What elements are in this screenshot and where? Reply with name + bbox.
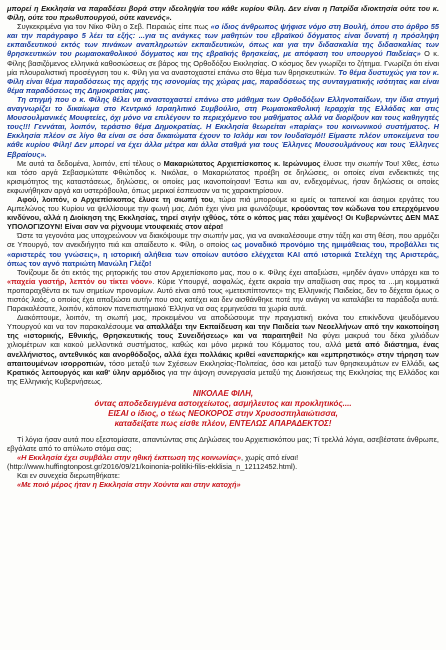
resign-relations: τόσο μεταξύ των Σχέσεων Εκκλησίας-Πολιτείας, όσο και μεταξύ των θρησκευμάτων εν Ελλάδι,: [105, 358, 429, 368]
religions-text: Τη στιγμή που ο κ. Φίλης θέλει να αναστοχαστεί επάνω στο μάθημα των Ορθοδόξων Ελληνοπαίδων, την ίδια στιγμή αναγνωρίζει το δικαίωμα στο Κεντρικό Ισραηλιτικό Συμβούλιο, στη Ρωμαιοκαθολική Ιεραρχία της Ελλάδας και στις Μουσουλμανικές Μουφτείες, όχι μόνο να επιλέγουν το περιεχόμενο του μαθήματος αλλά να διορίζουν και τους καθηγητές τους!!! Γεννάται, λοιπόν, τεράστιο θέμα Δημοκρατίας.: [7, 94, 439, 132]
silence-middle: , τώρα πιά μπορούμε κι εμείς οι ταπεινοί και άσημοι εργάτες του Αμπελώνος του Κυρίου να ψελλίσουμε την φωνή μας. Διότι έχει γίνει μια φωνάζουμε,: [7, 194, 439, 214]
paragraph-then-asked: Και εν συνεχεία διερωτηθήκατε:: [17, 471, 120, 481]
resign-middle: Να φύγει μακρυά του δέκα χιλιάδων χιλιομέτρων και κακού μελλοντικά συστήματος, καθώς και μόνο μερικά του Κόμματος του, αλλά: [7, 331, 439, 350]
paragraph-fillis-religions: [7, 95, 439, 159]
peiraios-quote: «ο ίδιος άνθρωπος ψήφισε νόμο στη Βουλή, όπου στο άρθρο 55 και την παράγραφο 5 λέει τα εξής: ...για τις ανάγκες των μαθητών του εβραϊκού δόγματος είναι δυνατή η πρόσληψη εκπαιδευτικού εκτός των πινάκων αναπληρωτών εκπαιδευτικών, όπως και για την διδασκαλία της διδασκαλίας των θρησκευτικών του ρωμαιοκαθολικού δόγματος και της εβραϊκής θρησκείας, με απόφαση του υπουργού Παιδείας»: [7, 22, 439, 59]
silence-bell: κρούοντας τον κώδωνα του επερχόμενου κινδύνου, αλλά η Διοίκηση της Εκκλησίας, τηρεί σιγήν ιχθύος, τότε ο κόπος μας πάει χαμένος! Οι Κυβερνώντες ΔΕΝ ΜΑΣ ΥΠΟΛΟΓΙΖΟΥΝ! Είναι σαν να ρίχνουμε ντουφεκιές στον αέρα!: [7, 204, 439, 232]
paragraph-rhetoric: [7, 268, 439, 313]
silence-lead: Αφού, λοιπόν, ο Αρχιεπίσκοπος έλυσε τη σιωπή του: [17, 194, 213, 204]
paragraph-words: [7, 435, 439, 453]
signature-line-3: ΕΙΣΑΙ ο ίδιος, ο τέως ΝΕΟΚΟΡΟΣ στην Χρυσοσπηλαιώτισσα,: [108, 408, 338, 418]
paragraph-junta-quote: [7, 480, 439, 489]
church-pariah-text: Η Εκκλησία θεωρείται «παρίας» του κοινωνικού συστήματος. Η Εκκλησία πλέον σε λίγο θα είναι σε όσα δικαιώματα έχουν το Ισλάμ και τον Ιουδαϊσμό!! Είμαστε πλέον υποκείμενα του κάθε κυρίου Φίλη! Δεν μπορεί να έχει άλλα μέτρα και άλλα σταθμά για τους Έλληνες Μουσουλμάνους και τους Έλληνες Εβραίους».: [7, 122, 440, 159]
archbishop-lead: Με αυτά τα δεδομένα, λοιπόν, επί τέλους ο: [17, 158, 164, 168]
peiraios-lead: Συγκεκριμένα για τον Νίκο Φίλη ο Σεβ. Πειραιώς είπε πως: [17, 22, 211, 32]
junta-quote: «Με ποιό μέρος ήταν η Εκκλησία στην Χούντα και στην κατοχή»: [17, 480, 241, 490]
signature-line-4: καταδείξατε πως είσθε πλέον, ΕΝΤΕΛΩΣ ΑΠΑΡΑΔΕΚΤΟΣ!: [114, 418, 332, 428]
paragraph-archbishop: [7, 159, 439, 195]
resign-end: για την άψογη συνεργασία μεταξύ της Διοικήσεως της Εκκλησίας της Ελλάδος και της Ελληνικής Κυβερνήσεως.: [7, 367, 439, 386]
resign-demand: να απαλλάξει την Εκπαίδευση και την Παιδεία των Νεοελλήνων από την κακοποίηση της «ιστορικής, Εθνικής, Θρησκευτικής τους Συνειδήσεως» και να παραιτηθεί!: [7, 322, 439, 341]
minister-glezos: ως μοναδικό προνόμιο της ημιμάθειας του, προβάλλει τις «αριστερές του γνώσεις», η ιστορική αλήθεια των οποίων αυτόσο ελέγχεται ΚΑΙ από ιστορικά Στελέχη της Αριστεράς, όπως τον αγνό πατριώτη Μανώλη Γλέζο!: [7, 240, 439, 268]
paragraph-silence: [7, 195, 439, 231]
rhetoric-lead: Τονίζουμε δε ότι εκτός της ρητορικής του στον Αρχιεπίσκοπο μας, που ο κ. Φίλης έχει απαξιώσει, «μηδέν άγαν» υπάρχει και το: [17, 267, 439, 277]
archbishop-rest: έλυσε την σιωπήν Του! Χθες, έστω και τόσο αργά Σεβασμιώτατε Φθιώτιδος κ. Νικόλαε, ο Μακαριώτατος προέβη σε δηλώσεις, οι οποίες είναι ενδεικτικές της κρισιμότητος της καταστάσεως, δηλώσεις, οι οποίες μας ικανοποίησαν! Έστω και αν, ενδεχομένως, ήσαν δηλώσεις οι οποίες εκφωνήθηκαν αργά και υστερόβουλα, όπως μερικοί έσπευσαν να τις χαρακτηρίσουν.: [7, 158, 439, 195]
source-url: (http://www.huffingtonpost.gr/2016/09/21/koinonia-politiki-filis-ekklisia_n_12112452.html).: [7, 462, 298, 472]
rhetoric-quote: «παχεία γαστήρ, λεπτόν ου τίκτει νόον»: [7, 276, 153, 286]
intro-text: μπορεί η Εκκλησία να παραδέσει βορά στην ιδεοληψία του κάθε κυρίου Φίλη. Δεν είναι η Πατρίδα ιδιοκτησία ούτε του κ. Φίλη, ούτε του πρωθυπουργού, ούτε κανενός».: [7, 4, 439, 23]
peiraios-middle: Ο κ. Φίλης βασιζόμενος ελληνικά καθοσιώσεως σε βάρος της Ορθοδόξου Εκκλησίας. Ο κόσμος δεν γνωρίζει το ζήτημα. Γνωρίζει ότι είναι μία πλουραλιστική προσέγγιση του κ. Φίλη για να αναστοχαστεί επάνω στο θέμα των θρησκευτικών.: [7, 49, 440, 77]
paragraph-resign: [7, 313, 439, 386]
resign-official: ως Κρατικός λειτουργός και καθ' ύλην αρμόδιος: [7, 358, 439, 377]
paragraph-minister: [7, 231, 439, 267]
signature-name: ΝΙΚΟΛΑΕ ΦΙΛΗ,: [192, 388, 254, 398]
paragraph-peiraios: [7, 22, 439, 95]
church-quote-tail: , χωρίς από είναι!: [240, 453, 299, 463]
words-lead: Τί λόγια ήσαν αυτά που εξεστομίσατε, απαντώντας στις Δηλώσεις του Αρχιεπισκόπου μας; Τί τρελλά λόγια, ασεβέστατε άνθρωπε, εβγάλατε από το απύλωτο στόμα σας;: [7, 434, 439, 454]
paragraph-quote-church: [7, 453, 439, 462]
archbishop-name: Μακαριώτατος Αρχιεπίσκοπος κ. Ιερώνυμος: [163, 158, 321, 168]
peiraios-democracy: Το θέμα δυστυχώς για τον κ. Φίλη είναι θέμα παραδόσεως της αρχής της ισονομίας της χώρας μας, παραδόσεως της συνταγματικής ισότητας και είναι θέμα παραδόσεως της Δημοκρατίας μας.: [7, 67, 439, 95]
minister-lead: Ώστε τα γεγονότα μας υποχρεώνουν να διακόψουμε την σιωπήν μας, για να ανακαλέσουμε στην τάξη και στη θέση, που αρμόζει σε Υπουργό, τον ανεκδιήγητο πιά και απαίδευτο κ. Φίλη, ο οποίος: [7, 231, 439, 250]
rhetoric-rest: . Κύριε Υπουργέ, ασφαλώς, έχετε ακραία την απαξίωση σας προς τα ...μη κομματικά προπαραχθέντα εκ των σημείων προνομίων. Αυτό είναι από τους «μετεκπίπτοντες» της Ελληνικής Παιδείας, δεν το δέχεται όμως ο πιστός λαός, ο οποίος έχει απαξιώσει αυτήν που σας κατέχει και δεν αισθάνθηκε ποτέ την ανάγκη να καταλάβει τα παράδοξα αυτά. Παρακαλέσατε, λοιπόν, κάποιον πανεπιστημιακό Έλληνα να σας ερμηνεύσει τα χωρία αυτά.: [7, 276, 440, 314]
resign-accusation: μετά από διάστημα, ένας ανελλήνιστος, αντεθνικός και ανορθόδοξος, αλλά έχει πολλάκις κριθεί «ανεπαρκής» και «εμπρηστικός» στην τήρηση των απαιτουμένων ισορροπιών,: [7, 340, 439, 368]
paragraph-intro: [7, 4, 439, 22]
signature-line-2: όντας αποδεδειγμένα αστοιχείωτος, ασμήλευτος και προκλητικός....: [94, 398, 352, 408]
resign-lead: Διακόπτουμε, λοιπόν, τη σιωπή μας, προκειμένου να αποδώσουμε την πραγματική εικόνα του επικίνδυνα ψευδόμενου Υπουργού και να τον παρακαλέσουμε: [7, 313, 439, 332]
church-quote: «Η Εκκλησία έχει συμβάλει στην ηθική έκπτωση της κοινωνίας»: [17, 453, 241, 463]
